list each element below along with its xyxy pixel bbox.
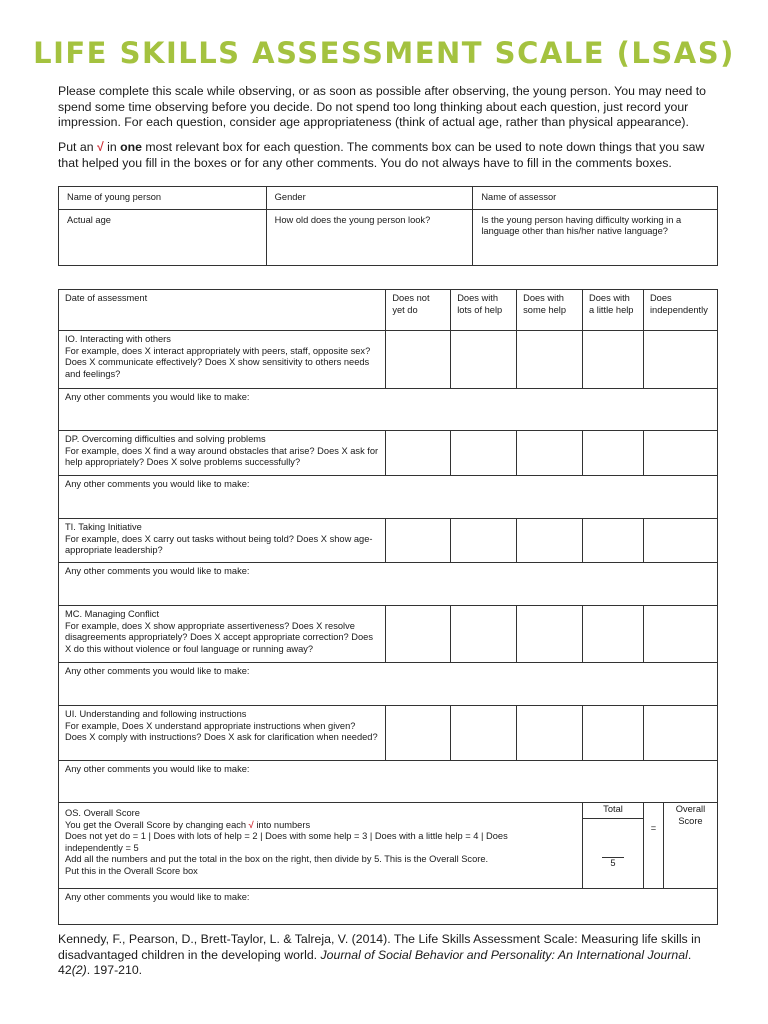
overall-score-label: Overall Score <box>675 804 706 826</box>
skill-title: DP. Overcoming difficulties and solving problems <box>65 434 266 444</box>
rating-box[interactable] <box>386 431 451 476</box>
instr-emphasis: one <box>120 140 142 154</box>
overall-text: into numbers <box>253 819 311 830</box>
field-label: Name of assessor <box>481 192 557 202</box>
rating-box[interactable] <box>643 706 717 761</box>
overall-text: Put this in the Overall Score box <box>65 865 198 876</box>
actual-age-field[interactable] <box>59 209 267 265</box>
rating-box[interactable] <box>386 519 451 563</box>
comments-box[interactable] <box>59 663 718 706</box>
overall-score-instructions <box>59 803 517 889</box>
rating-box[interactable] <box>643 431 717 476</box>
instructions-paragraph <box>58 140 718 171</box>
date-of-assessment-field[interactable] <box>59 290 386 331</box>
rating-box[interactable] <box>517 606 583 663</box>
skill-title: UI. Understanding and following instructions <box>65 709 247 719</box>
rating-box[interactable] <box>643 331 717 389</box>
instr-text: in <box>103 140 121 154</box>
total-label: Total <box>583 803 644 819</box>
rating-box[interactable] <box>451 431 517 476</box>
language-difficulty-field[interactable] <box>473 209 718 265</box>
comments-box[interactable] <box>59 476 718 519</box>
skill-desc: For example, does X show appropriate assertiveness? Does X resolve disagreements appropriately? Does X accept appropriate correction? Does X do this without violence or foul language or running away? <box>65 620 374 654</box>
skill-desc: For example, does X find a way around obstacles that arise? Does X ask for help appropriately? Does X solve problems successfully? <box>65 445 379 468</box>
info-table <box>58 186 718 266</box>
comments-label: Any other comments you would like to make: <box>65 392 250 402</box>
rating-box[interactable] <box>583 331 644 389</box>
instr-text: most relevant box for each question. The comments box can be used to note down things that you saw that helped you fill in the boxes or for any other comments. You do not always have to fill in the comments boxes. <box>58 140 705 170</box>
field-label: How old does the young person look? <box>274 214 431 225</box>
young-person-name-field[interactable] <box>59 187 267 210</box>
skill-item-dp <box>59 431 386 476</box>
skill-title: IO. Interacting with others <box>65 334 171 344</box>
comments-label: Any other comments you would like to make: <box>65 764 250 774</box>
skill-item-io <box>59 331 386 389</box>
header-lots-of-help: Does with lots of help <box>451 290 517 331</box>
page-title: LIFE SKILLS ASSESSMENT SCALE (LSAS) <box>33 36 735 70</box>
rating-box[interactable] <box>583 606 644 663</box>
field-label: Gender <box>274 192 306 202</box>
comments-label: Any other comments you would like to make: <box>65 479 250 489</box>
intro-paragraph: Please complete this scale while observing, or as soon as possible after observing, the young person. You may need to spend some time observing before you decide. Do not spend too long thinking about each question, just record your impression. For each question, consider age appropriateness (think of actual age, rather than physical appearance). <box>58 84 707 129</box>
field-label: Name of young person <box>67 192 162 202</box>
rating-box[interactable] <box>386 706 451 761</box>
header-not-yet: Does not yet do <box>386 290 451 331</box>
equals-sign: = <box>643 803 663 889</box>
apparent-age-field[interactable] <box>266 209 473 265</box>
comments-label: Any other comments you would like to make: <box>65 566 250 576</box>
skill-item-ti <box>59 519 386 563</box>
rating-box[interactable] <box>643 519 717 563</box>
comments-box[interactable] <box>59 761 718 803</box>
rating-box[interactable] <box>583 519 644 563</box>
comments-box[interactable] <box>59 389 718 431</box>
rating-box[interactable] <box>386 331 451 389</box>
rating-box[interactable] <box>386 606 451 663</box>
rating-box[interactable] <box>451 606 517 663</box>
overall-text: Does not yet do = 1 | Does with lots of help = 2 | Does with some help = 3 | Does with a little help = 4 | Does independently = 5 <box>65 831 508 853</box>
field-label: Is the young person having difficulty working in a language other than his/her native language? <box>481 214 682 237</box>
citation-journal: Journal of Social Behavior and Personality: An International Journal <box>320 947 688 962</box>
header-little-help: Does with a little help <box>583 290 644 331</box>
overall-score-box[interactable] <box>663 803 717 889</box>
comments-box[interactable] <box>59 563 718 606</box>
rating-box[interactable] <box>451 331 517 389</box>
skill-item-mc <box>59 606 386 663</box>
citation-pages: . 197-210. <box>86 963 143 977</box>
skill-desc: For example, does X interact appropriately with peers, staff, opposite sex? Does X communicate effectively? Does X show sensitivity to others needs and feelings? <box>65 345 371 379</box>
rating-box[interactable] <box>517 519 583 563</box>
rating-box[interactable] <box>517 331 583 389</box>
comments-label: Any other comments you would like to make: <box>65 892 250 902</box>
skill-desc: For example, Does X understand appropriate instructions when given? Does X comply with instructions? Does X ask for clarification when needed? <box>65 720 378 743</box>
field-label: Actual age <box>67 214 111 225</box>
skill-desc: For example, does X carry out tasks without being told? Does X show age-appropriate leadership? <box>65 533 373 556</box>
skill-item-ui <box>59 706 386 761</box>
citation-volume: . 42 <box>58 947 692 977</box>
citation <box>58 932 718 979</box>
gender-field[interactable] <box>266 187 473 210</box>
rating-box[interactable] <box>517 706 583 761</box>
total-box[interactable] <box>583 819 644 889</box>
citation-authors: Kennedy, F., Pearson, D., Brett-Taylor, L. & Talreja, V. (2014). The Life Skills Assessment Scale: Measuring life skills in disadvantaged children in the developing world. <box>58 932 701 962</box>
overall-title: OS. Overall Score <box>65 808 140 818</box>
overall-text: You get the Overall Score by changing each <box>65 819 249 830</box>
comments-box[interactable] <box>59 889 718 925</box>
header-some-help: Does with some help <box>517 290 583 331</box>
rating-box[interactable] <box>517 431 583 476</box>
divisor: 5 <box>610 858 616 868</box>
instr-text: Put an <box>58 140 97 154</box>
citation-issue: (2) <box>71 963 87 977</box>
rating-box[interactable] <box>643 606 717 663</box>
skill-title: TI. Taking Initiative <box>65 522 142 532</box>
comments-label: Any other comments you would like to make: <box>65 666 250 676</box>
assessor-name-field[interactable] <box>473 187 718 210</box>
overall-spacer <box>517 803 583 889</box>
rating-box[interactable] <box>451 519 517 563</box>
header-independently: Does independently <box>643 290 717 331</box>
assessment-table <box>58 289 718 925</box>
rating-box[interactable] <box>583 431 644 476</box>
overall-text: Add all the numbers and put the total in the box on the right, then divide by 5. This is the Overall Score. <box>65 854 489 865</box>
checkmark-icon: √ <box>96 140 104 154</box>
rating-box[interactable] <box>451 706 517 761</box>
rating-box[interactable] <box>583 706 644 761</box>
skill-title: MC. Managing Conflict <box>65 609 160 619</box>
checkmark-icon: √ <box>248 819 254 830</box>
field-label: Date of assessment <box>65 293 148 303</box>
